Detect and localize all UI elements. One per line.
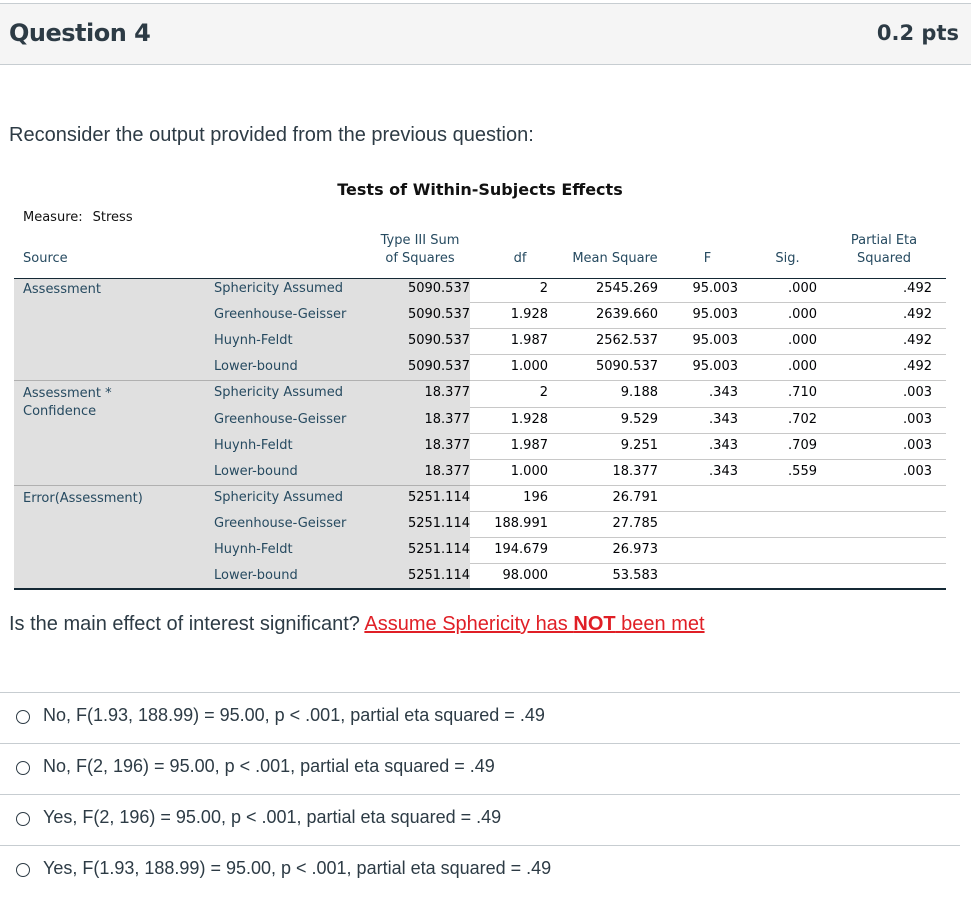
row-label: Greenhouse-Geisser: [214, 411, 347, 427]
cell-sig: .000: [788, 333, 817, 349]
row-label: Greenhouse-Geisser: [214, 307, 347, 323]
radio-button-3[interactable]: [16, 812, 30, 826]
cell-f: .343: [709, 411, 738, 427]
cell-ss: 5090.537: [407, 307, 470, 323]
cell-ss: 18.377: [424, 463, 470, 479]
row-label: Huynh-Feldt: [214, 333, 293, 349]
cell-eta: [830, 563, 932, 589]
col-header-eta-line1: Partial Eta: [850, 233, 918, 248]
cell-eta: .492: [903, 333, 932, 349]
cell-f: [670, 511, 738, 537]
cell-ss: 5090.537: [407, 359, 470, 375]
source-label-line1: Assessment *: [23, 386, 112, 402]
cell-ss: 5090.537: [407, 333, 470, 349]
col-header-ss-line2: of Squares: [385, 251, 455, 266]
source-label-line2: Confidence: [23, 404, 97, 420]
radio-button-1[interactable]: [16, 710, 30, 724]
cell-sig: [745, 485, 817, 511]
answer-option-4[interactable]: [0, 845, 960, 896]
question-points: 0.2 pts: [876, 21, 959, 45]
cell-eta: .492: [903, 307, 932, 323]
row-label: Greenhouse-Geisser: [214, 515, 347, 531]
cell-ms: 53.583: [612, 568, 658, 584]
question-highlight: [364, 613, 704, 635]
cell-df: 2: [539, 281, 548, 296]
table-title: Tests of Within-Subjects Effects: [337, 180, 623, 199]
cell-ss: 5251.114: [407, 515, 470, 531]
source-label-line1: Assessment: [23, 282, 101, 297]
answer-label-4[interactable]: Yes, F(1.93, 188.99) = 95.00, p < .001, partial eta squared = .49: [43, 858, 552, 878]
radio-button-2[interactable]: [16, 761, 30, 775]
row-label: Lower-bound: [214, 463, 298, 479]
col-header-df: df: [513, 251, 527, 266]
cell-df: 1.987: [510, 333, 548, 349]
cell-ms: 18.377: [612, 463, 658, 479]
cell-ms: 2562.537: [595, 333, 658, 349]
cell-eta: .492: [903, 359, 932, 375]
cell-df: 194.679: [494, 542, 548, 557]
answer-label-1[interactable]: No, F(1.93, 188.99) = 95.00, p < .001, partial eta squared = .49: [43, 705, 545, 725]
cell-sig: [745, 511, 817, 537]
cell-eta: .492: [903, 281, 932, 296]
cell-sig: .000: [788, 359, 817, 375]
cell-f: .343: [709, 437, 738, 453]
cell-ms: 26.973: [612, 542, 658, 557]
row-label: Lower-bound: [214, 359, 298, 375]
cell-eta: [830, 511, 932, 537]
cell-f: [670, 485, 738, 511]
cell-sig: .000: [788, 307, 817, 323]
cell-df: 1.928: [510, 307, 548, 323]
measure-line: [23, 210, 143, 225]
cell-ss: 5090.537: [407, 281, 470, 296]
cell-eta: .003: [903, 437, 932, 453]
cell-f: 95.003: [692, 359, 738, 375]
col-header-f: F: [703, 251, 712, 266]
cell-eta: .003: [903, 385, 932, 401]
question-title: Question 4: [9, 19, 151, 47]
cell-eta: [830, 537, 932, 563]
question-header: [0, 3, 971, 65]
cell-ss: 5251.114: [407, 568, 470, 584]
row-label: Sphericity Assumed: [214, 489, 343, 505]
answer-option-1[interactable]: [0, 692, 960, 743]
cell-ss: 5251.114: [407, 489, 470, 505]
cell-sig: .710: [788, 385, 817, 401]
cell-ss: 5251.114: [407, 542, 470, 557]
highlight-bold: NOT: [573, 613, 616, 635]
cell-f: [670, 537, 738, 563]
cell-sig: .000: [788, 281, 817, 296]
question-text: [9, 613, 705, 636]
source-label: [23, 380, 112, 420]
col-header-source: Source: [23, 251, 68, 266]
cell-df: 1.987: [510, 437, 548, 453]
cell-ss: 18.377: [424, 437, 470, 453]
cell-f: [670, 563, 738, 589]
answer-option-3[interactable]: [0, 794, 960, 845]
cell-eta: .003: [903, 463, 932, 479]
answer-label-2[interactable]: No, F(2, 196) = 95.00, p < .001, partial eta squared = .49: [43, 756, 495, 776]
question-main: Is the main effect of interest significant?: [9, 613, 365, 635]
cell-sig: .709: [788, 437, 817, 453]
cell-df: 188.991: [494, 515, 548, 531]
cell-ms: 2639.660: [595, 307, 658, 323]
highlight-pre: Assume Sphericity has: [364, 613, 574, 635]
col-header-eta-line2: Squared: [856, 251, 912, 266]
row-label: Sphericity Assumed: [214, 281, 343, 296]
highlight-post: been met: [615, 613, 705, 635]
row-label: Sphericity Assumed: [214, 385, 343, 401]
cell-df: 1.000: [510, 359, 548, 375]
cell-f: 95.003: [692, 333, 738, 349]
cell-df: 98.000: [502, 568, 548, 584]
cell-df: 1.928: [510, 411, 548, 427]
answer-option-2[interactable]: [0, 743, 960, 794]
cell-f: .343: [709, 463, 738, 479]
cell-f: 95.003: [692, 307, 738, 323]
spss-output-table: [14, 172, 946, 592]
measure-label: Measure:: [23, 210, 83, 225]
row-label: Huynh-Feldt: [214, 437, 293, 453]
cell-eta: .003: [903, 411, 932, 427]
col-header-ss-line1: Type III Sum: [380, 233, 460, 248]
answer-list: [0, 692, 960, 896]
measure-value: Stress: [92, 210, 133, 225]
cell-eta: [830, 485, 932, 511]
source-label: [23, 276, 101, 307]
radio-button-4[interactable]: [16, 863, 30, 877]
cell-sig: [745, 537, 817, 563]
cell-ms: 27.785: [612, 515, 658, 531]
cell-sig: .559: [788, 463, 817, 479]
col-header-ss: [370, 232, 470, 276]
cell-f: 95.003: [692, 281, 738, 296]
question-prompt: Reconsider the output provided from the previous question:: [9, 124, 534, 146]
cell-ms: 2545.269: [595, 281, 658, 296]
cell-sig: [745, 563, 817, 589]
row-label: Lower-bound: [214, 568, 298, 584]
col-header-eta: [830, 232, 938, 276]
cell-f: .343: [709, 385, 738, 401]
cell-ms: 9.529: [620, 411, 658, 427]
cell-ss: 18.377: [424, 385, 470, 401]
cell-sig: .702: [788, 411, 817, 427]
source-label: [23, 485, 143, 516]
col-header-ms: Mean Square: [572, 251, 658, 266]
cell-ms: 9.251: [620, 437, 658, 453]
cell-df: 1.000: [510, 463, 548, 479]
cell-df: 2: [539, 385, 548, 401]
cell-ms: 9.188: [620, 385, 658, 401]
cell-ms: 5090.537: [595, 359, 658, 375]
cell-df: 196: [523, 489, 548, 505]
row-label: Huynh-Feldt: [214, 542, 293, 557]
answer-label-3[interactable]: Yes, F(2, 196) = 95.00, p < .001, partial eta squared = .49: [43, 807, 502, 827]
source-label-line1: Error(Assessment): [23, 490, 143, 506]
cell-ms: 26.791: [612, 489, 658, 505]
col-header-sig: Sig.: [775, 251, 800, 266]
cell-ss: 18.377: [424, 411, 470, 427]
